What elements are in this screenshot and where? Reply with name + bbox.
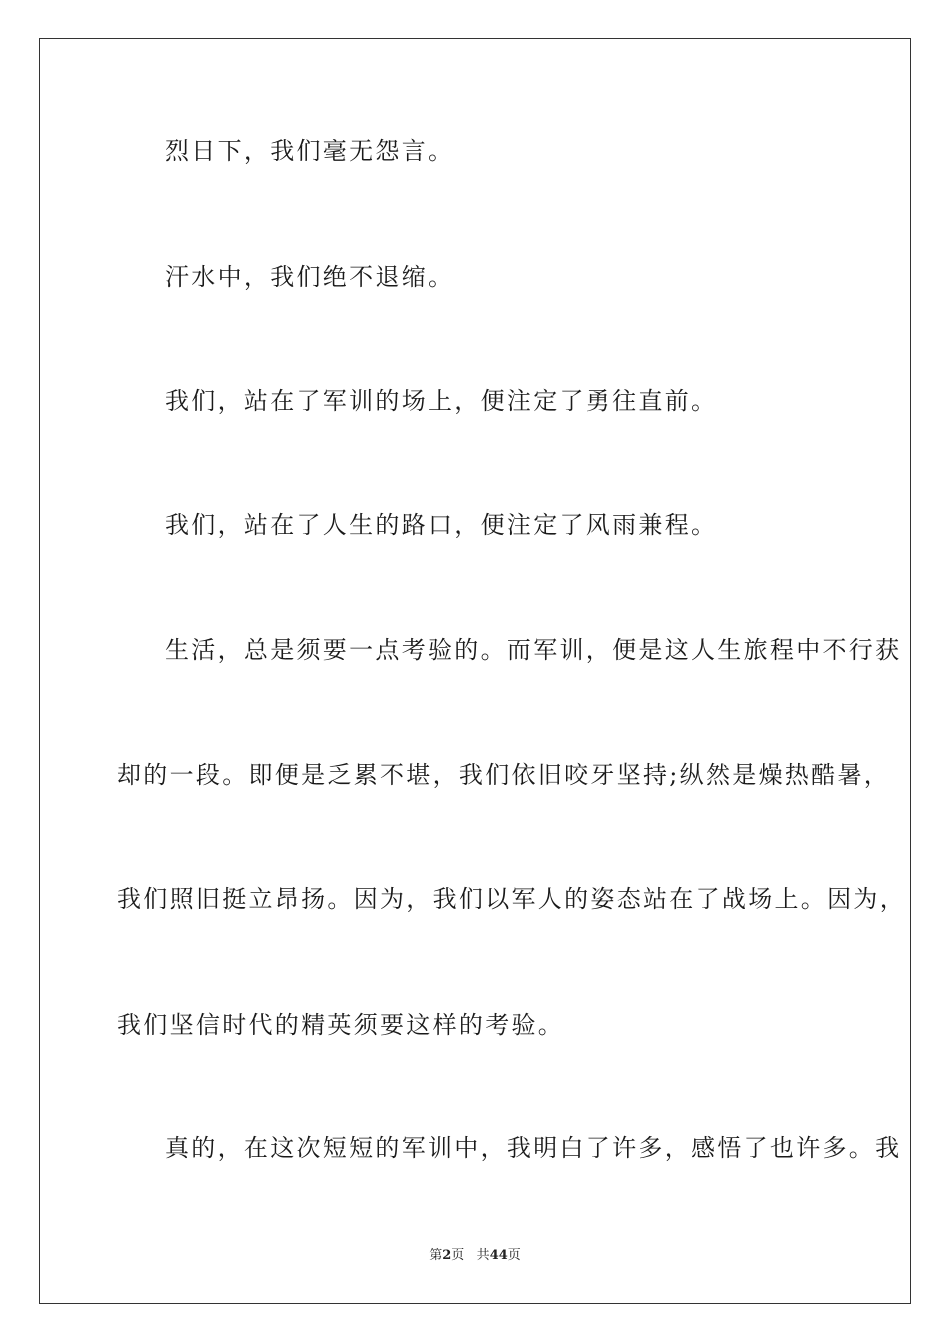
page-number: 2: [442, 1248, 452, 1263]
paragraph-line: 却的一段。即便是乏累不堪，我们依旧咬牙坚持;纵然是燥热酷暑，: [117, 761, 891, 789]
page-border: [39, 38, 911, 1304]
page-footer: [0, 1248, 950, 1264]
total-pages: 44: [489, 1248, 508, 1263]
page-suffix: 页: [451, 1248, 465, 1263]
paragraph-line: 我们坚信时代的精英须要这样的考验。: [117, 1011, 565, 1039]
paragraph-line: 真的，在这次短短的军训中，我明白了许多，感悟了也许多。我: [165, 1134, 902, 1162]
total-suffix: 页: [507, 1248, 521, 1263]
paragraph-line: 生活，总是须要一点考验的。而军训，便是这人生旅程中不行获: [165, 636, 902, 664]
page-prefix: 第: [429, 1248, 443, 1263]
paragraph-line: 烈日下，我们毫无怨言。: [165, 137, 455, 165]
paragraph-line: 我们，站在了人生的路口，便注定了风雨兼程。: [165, 511, 718, 539]
paragraph-line: 汗水中，我们绝不退缩。: [165, 263, 455, 291]
paragraph-line: 我们照旧挺立昂扬。因为，我们以军人的姿态站在了战场上。因为，: [117, 885, 906, 913]
paragraph-line: 我们，站在了军训的场上，便注定了勇往直前。: [165, 387, 718, 415]
total-prefix: 共: [476, 1248, 490, 1263]
